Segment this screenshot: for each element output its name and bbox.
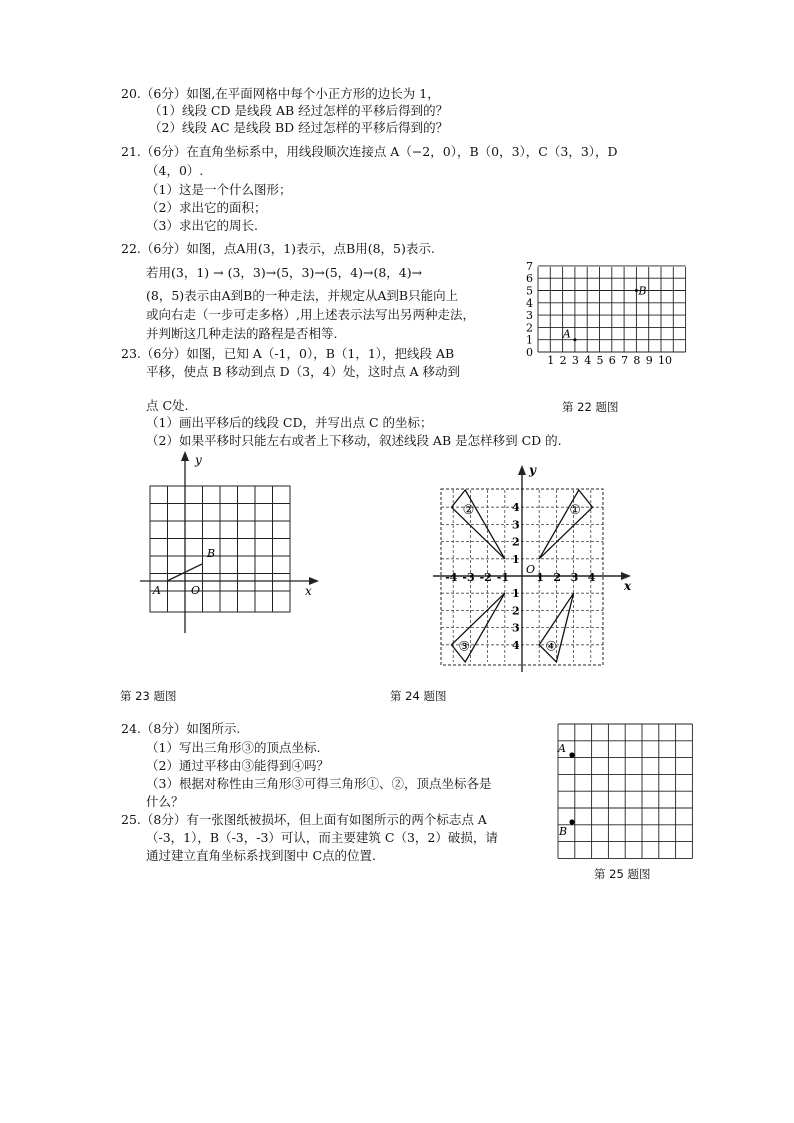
x-tick-label: -4 — [445, 571, 458, 584]
triangle-label-1: ① — [569, 502, 581, 518]
origin-label: O — [191, 584, 201, 597]
q25-line-3: 通过建立直角坐标系找到图中 C点的位置. — [146, 848, 377, 863]
point-a — [573, 338, 576, 341]
q22-line-5: 并判断这几种走法的路程是否相等. — [146, 326, 338, 341]
q22-line-2: 若用(3，1) → (3，3)→(5，3)→(5，4)→(8，4)→ — [146, 265, 423, 280]
y-tick-label: 0 — [526, 346, 533, 359]
x-tick-label: -2 — [479, 571, 492, 584]
x-tick-label: 3 — [571, 354, 579, 366]
q24-line-4: （3）根据对称性由三角形③可得三角形①、②，顶点坐标各是 — [146, 776, 492, 791]
point-b — [569, 819, 574, 824]
q24-line-2: （1）写出三角形③的顶点坐标. — [146, 740, 321, 755]
x-tick-label: 2 — [553, 571, 562, 584]
q20-line-3: （2）线段 AC 是线段 BD 经过怎样的平移后得到的？ — [149, 120, 449, 135]
figure-23-coordinate-grid — [135, 448, 325, 638]
y-axis-label: y — [529, 463, 536, 477]
figure-24-caption: 第 24 题图 — [390, 689, 447, 703]
q21-line-1: 21.（6分）在直角坐标系中，用线段顺次连接点 A（−2，0），B（0，3），C（3，3），D — [121, 144, 618, 159]
q24-line-5: 什么？ — [146, 794, 184, 809]
q20-line-1: 20.（6分）如图,在平面网格中每个小正方形的边长为 1， — [121, 86, 440, 101]
x-tick-label: 1 — [547, 354, 555, 366]
point-a — [569, 752, 574, 757]
x-tick-label: 7 — [621, 354, 629, 366]
figure-22-caption: 第 22 题图 — [562, 400, 619, 414]
y-tick-label-negative: 3 — [512, 621, 520, 635]
x-tick-label: 8 — [633, 354, 641, 366]
y-tick-label: 4 — [526, 296, 533, 310]
y-tick-label-positive: 3 — [512, 518, 520, 532]
y-axis-label: y — [195, 453, 202, 467]
x-tick-label: 4 — [587, 571, 596, 584]
triangle-label-4: ④ — [545, 639, 557, 655]
y-axis-arrow — [518, 465, 526, 475]
x-axis-label: x — [305, 584, 312, 598]
figure-24-coordinate-grid — [425, 462, 640, 677]
q21-line-4: （2）求出它的面积； — [146, 200, 267, 215]
y-tick-label: 3 — [526, 309, 533, 323]
q23-line-4: （1）画出平移后的线段 CD，并写出点 C 的坐标； — [146, 415, 433, 430]
q22-line-3: (8，5)表示由A到B的一种走法，并规定从A到B只能向上 — [146, 288, 459, 303]
x-tick-label: 9 — [645, 354, 653, 366]
y-tick-label-positive: 4 — [512, 501, 520, 515]
x-axis-label: x — [624, 579, 632, 593]
x-tick-label: -1 — [496, 571, 510, 584]
y-tick-label: 6 — [526, 272, 533, 286]
q20-line-2: （1）线段 CD 是线段 AB 经过怎样的平移后得到的？ — [149, 103, 449, 118]
q21-line-5: （3）求出它的周长. — [146, 218, 258, 233]
figure-25-caption: 第 25 题图 — [594, 867, 651, 881]
y-tick-label-negative: 2 — [512, 604, 520, 618]
q25-line-2: （-3，1），B（-3，-3）可认，而主要建筑 C（3，2）破损，请 — [146, 830, 498, 845]
x-tick-label: 1 — [536, 571, 544, 584]
q23-line-1: 23.（6分）如图，已知 A（-1，0），B（1，1），把线段 AB — [121, 346, 455, 361]
point-b-label: B — [207, 547, 216, 560]
y-tick-label: 1 — [526, 333, 533, 347]
point-a-label: A — [153, 584, 161, 597]
q22-line-1: 22.（6分）如图，点A用(3，1)表示，点B用(8，5)表示. — [121, 241, 435, 256]
q21-line-2: （4，0）. — [146, 163, 204, 178]
point-a-label: A — [562, 327, 571, 341]
x-tick-label: 3 — [570, 571, 579, 584]
q25-line-1: 25.（8分）有一张图纸被损坏，但上面有如图所示的两个标志点 A — [121, 812, 487, 827]
y-tick-label: 2 — [526, 321, 533, 335]
point-b-label: B — [638, 284, 647, 298]
q24-line-3: （2）通过平移由③能得到④吗？ — [146, 758, 329, 773]
q23-line-5: （2）如果平移时只能左右或者上下移动，叙述线段 AB 是怎样移到 CD 的. — [146, 433, 562, 448]
x-tick-label: 6 — [608, 354, 616, 366]
triangle-label-2: ② — [462, 502, 475, 518]
y-axis-arrow — [181, 451, 189, 461]
y-tick-label-positive: 2 — [512, 535, 520, 549]
q21-line-3: （1）这是一个什么图形； — [146, 182, 292, 197]
figure-23-caption: 第 23 题图 — [120, 689, 177, 703]
y-tick-label-positive: 1 — [512, 552, 520, 566]
y-tick-label: 5 — [526, 284, 533, 298]
x-tick-label: -3 — [462, 571, 475, 584]
x-tick-label: 5 — [596, 354, 604, 366]
figure-25-grid — [554, 722, 694, 862]
point-b-label: B — [559, 825, 568, 838]
x-tick-label: 4 — [584, 354, 592, 366]
q22-line-4: 或向右走（一步可走多格）,用上述表示法写出另两种走法， — [146, 307, 475, 322]
x-tick-label: 10 — [658, 354, 672, 366]
y-tick-label-negative: 1 — [512, 587, 520, 601]
q24-line-1: 24.（8分）如图所示. — [121, 721, 241, 736]
q23-line-2: 平移，使点 B 移动到点 D（3，4）处，这时点 A 移动到 — [146, 364, 461, 379]
point-a-label: A — [558, 742, 566, 755]
q23-line-3: 点 C处. — [146, 398, 189, 413]
figure-22-grid — [510, 256, 690, 366]
y-tick-label-negative: 4 — [512, 638, 520, 652]
x-tick-label: 2 — [559, 354, 567, 366]
triangle-label-3: ③ — [458, 639, 471, 655]
origin-label: O — [526, 563, 536, 576]
y-tick-label: 7 — [526, 259, 533, 273]
